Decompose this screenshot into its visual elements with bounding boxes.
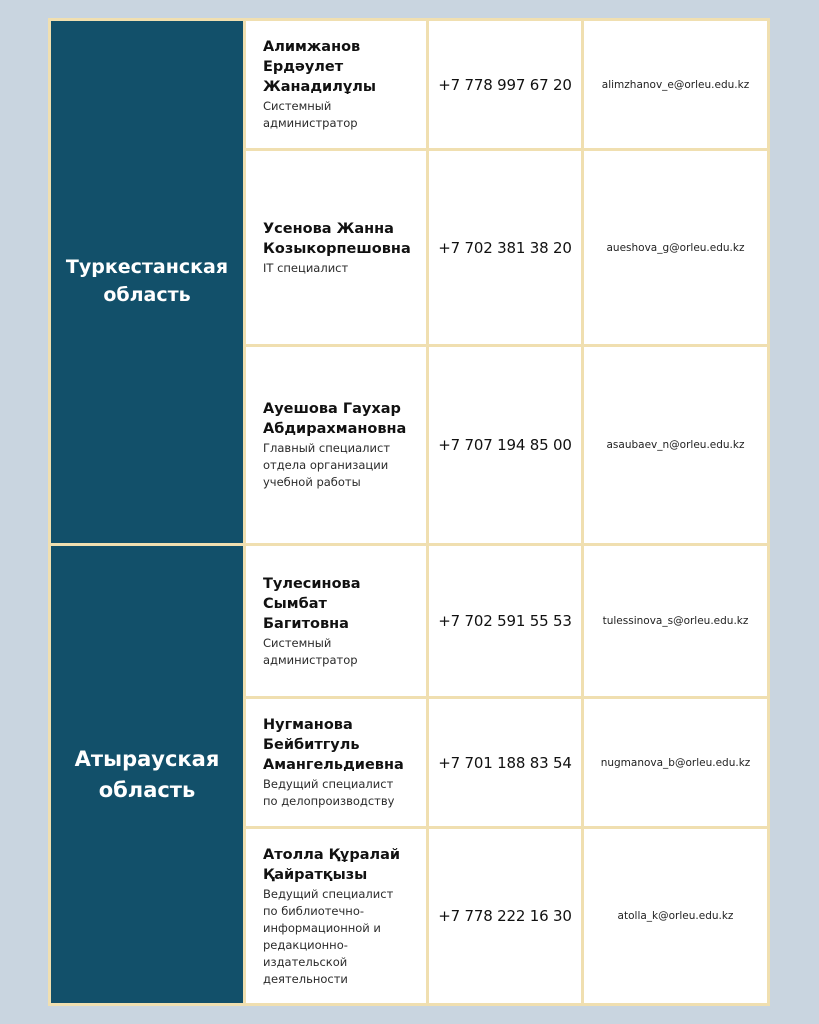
person-name: Ауешова Гаухар Абдирахмановна xyxy=(263,401,407,437)
region-name-line2: область xyxy=(103,284,191,306)
region-cell-turkestan xyxy=(51,21,243,543)
contacts-table xyxy=(48,18,770,1006)
phone-cell[interactable]: +7 778 997 67 20 xyxy=(429,21,581,148)
region-name-line1: Атырауская xyxy=(74,747,220,772)
phone-cell[interactable]: +7 701 188 83 54 xyxy=(429,699,581,826)
person-role: Ведущий специалист по делопроизводству xyxy=(263,777,395,808)
phone-cell[interactable]: +7 707 194 85 00 xyxy=(429,347,581,543)
email-cell[interactable]: atolla_k@orleu.edu.kz xyxy=(584,829,767,1003)
person-cell xyxy=(246,21,426,148)
person-name: Нугманова Бейбитгуль Амангельдиевна xyxy=(263,717,404,773)
person-cell xyxy=(246,546,426,696)
person-name: Усенова Жанна Козыкорпешовна xyxy=(263,220,411,257)
person-role: Главный специалист отдела организации учебной работы xyxy=(263,441,391,489)
email-cell[interactable]: nugmanova_b@orleu.edu.kz xyxy=(584,699,767,826)
person-role: Системный администратор xyxy=(263,99,358,130)
region-cell-atyrau xyxy=(51,546,243,1003)
person-cell xyxy=(246,829,426,1003)
person-cell xyxy=(246,699,426,826)
email-cell[interactable]: tulessinova_s@orleu.edu.kz xyxy=(584,546,767,696)
phone-cell[interactable]: +7 702 591 55 53 xyxy=(429,546,581,696)
person-cell xyxy=(246,347,426,543)
email-cell[interactable]: aueshova_g@orleu.edu.kz xyxy=(584,151,767,344)
phone-cell[interactable]: +7 778 222 16 30 xyxy=(429,829,581,1003)
email-cell[interactable]: alimzhanov_e@orleu.edu.kz xyxy=(584,21,767,148)
region-name-line2: область xyxy=(98,777,196,802)
region-name-line1: Туркестанская xyxy=(65,256,229,279)
person-role: Ведущий специалист по библиотечно- информационной и редакционно- издательской деятельности xyxy=(263,886,394,986)
person-name: Атолла Құралай Қайратқызы xyxy=(263,846,401,883)
person-name: Тулесинова Сымбат Багитовна xyxy=(263,575,361,632)
person-name: Алимжанов Ердәулет Жанадилұлы xyxy=(263,39,377,95)
person-role: IT специалист xyxy=(263,260,349,275)
email-cell[interactable]: asaubaev_n@orleu.edu.kz xyxy=(584,347,767,543)
phone-cell[interactable]: +7 702 381 38 20 xyxy=(429,151,581,344)
person-role: Системный администратор xyxy=(263,635,358,667)
person-cell xyxy=(246,151,426,344)
